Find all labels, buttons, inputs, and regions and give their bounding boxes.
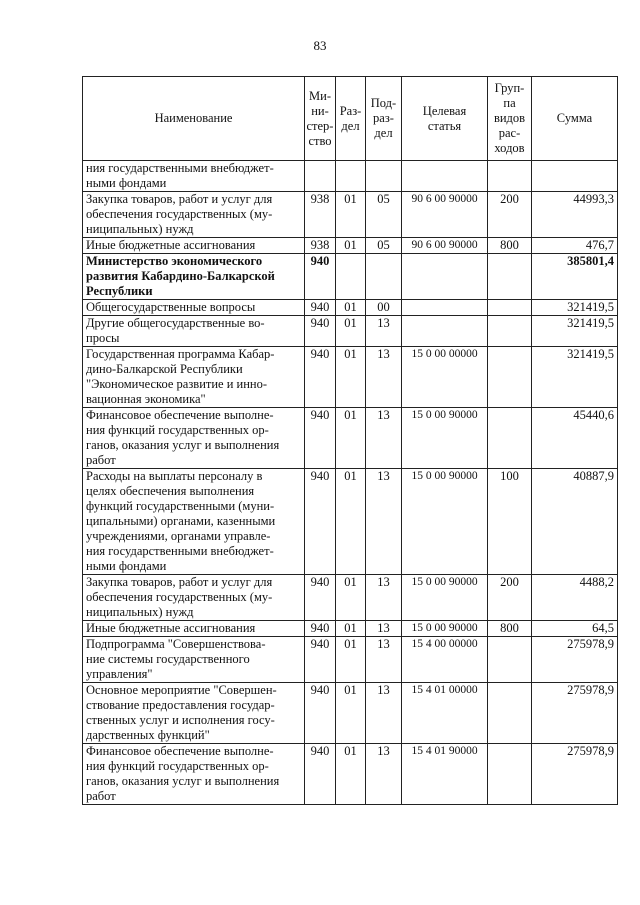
cell-group: 800: [488, 238, 532, 254]
cell-ministry: 940: [305, 469, 336, 575]
header-sum: Сумма: [532, 77, 618, 161]
cell-razdel: 01: [336, 469, 366, 575]
page-number: 83: [313, 38, 327, 53]
cell-sum: 275978,9: [532, 637, 618, 683]
cell-name: Закупка товаров, работ и услуг для обеспечения государственных (му- ниципальных) нужд: [83, 192, 305, 238]
cell-razdel: 01: [336, 192, 366, 238]
cell-podrazdel: 05: [366, 192, 402, 238]
table-row: [83, 637, 618, 683]
table-header: [83, 77, 618, 161]
table-row: [83, 469, 618, 575]
cell-ministry: 940: [305, 347, 336, 408]
table-row: [83, 254, 618, 300]
cell-ministry: 940: [305, 683, 336, 744]
table-row: [83, 621, 618, 637]
cell-group: [488, 316, 532, 347]
budget-table: [82, 76, 618, 805]
cell-name: Министерство экономического развития Кабардино-Балкарской Республики: [83, 254, 305, 300]
cell-ministry: 938: [305, 238, 336, 254]
cell-group: 200: [488, 575, 532, 621]
cell-podrazdel: 13: [366, 575, 402, 621]
header-target: Целевая статья: [402, 77, 488, 161]
cell-group: 100: [488, 469, 532, 575]
cell-razdel: 01: [336, 238, 366, 254]
cell-razdel: 01: [336, 347, 366, 408]
cell-podrazdel: 00: [366, 300, 402, 316]
cell-podrazdel: [366, 254, 402, 300]
table-row: [83, 347, 618, 408]
table-row: [83, 744, 618, 805]
cell-target: [402, 161, 488, 192]
cell-group: [488, 347, 532, 408]
cell-sum: 476,7: [532, 238, 618, 254]
cell-target: 15 4 01 00000: [402, 683, 488, 744]
cell-podrazdel: 13: [366, 347, 402, 408]
table-row: [83, 316, 618, 347]
cell-sum: 44993,3: [532, 192, 618, 238]
cell-group: [488, 683, 532, 744]
header-ministry: Ми- ни- стер- ство: [305, 77, 336, 161]
cell-target: 15 4 00 00000: [402, 637, 488, 683]
cell-group: [488, 300, 532, 316]
cell-razdel: [336, 254, 366, 300]
cell-podrazdel: [366, 161, 402, 192]
cell-target: 15 0 00 90000: [402, 621, 488, 637]
cell-podrazdel: 13: [366, 408, 402, 469]
cell-name: ния государственными внебюджет- ными фондами: [83, 161, 305, 192]
cell-target: [402, 254, 488, 300]
cell-podrazdel: 05: [366, 238, 402, 254]
cell-razdel: [336, 161, 366, 192]
cell-target: 90 6 00 90000: [402, 238, 488, 254]
cell-razdel: 01: [336, 408, 366, 469]
cell-name: Закупка товаров, работ и услуг для обеспечения государственных (му- ниципальных) нужд: [83, 575, 305, 621]
cell-name: Подпрограмма "Совершенствова- ние системы государственного управления": [83, 637, 305, 683]
cell-sum: 385801,4: [532, 254, 618, 300]
table-row: [83, 238, 618, 254]
cell-sum: 275978,9: [532, 683, 618, 744]
cell-razdel: 01: [336, 744, 366, 805]
cell-razdel: 01: [336, 621, 366, 637]
table-row: [83, 408, 618, 469]
cell-ministry: 940: [305, 621, 336, 637]
cell-name: Основное мероприятие "Совершен- ствование предоставления государ- ственных услуг и исполнения госу- дарственных функций": [83, 683, 305, 744]
cell-group: [488, 637, 532, 683]
cell-name: Общегосударственные вопросы: [83, 300, 305, 316]
cell-name: Иные бюджетные ассигнования: [83, 621, 305, 637]
cell-sum: 321419,5: [532, 316, 618, 347]
table-row: [83, 575, 618, 621]
cell-target: 15 4 01 90000: [402, 744, 488, 805]
cell-sum: 40887,9: [532, 469, 618, 575]
cell-ministry: 940: [305, 408, 336, 469]
cell-sum: 321419,5: [532, 300, 618, 316]
cell-podrazdel: 13: [366, 316, 402, 347]
cell-target: 15 0 00 90000: [402, 575, 488, 621]
header-group: Груп- па видов рас- ходов: [488, 77, 532, 161]
cell-ministry: 940: [305, 637, 336, 683]
cell-group: [488, 254, 532, 300]
cell-ministry: 938: [305, 192, 336, 238]
cell-group: [488, 744, 532, 805]
cell-podrazdel: 13: [366, 621, 402, 637]
cell-target: 15 0 00 90000: [402, 408, 488, 469]
cell-target: 90 6 00 90000: [402, 192, 488, 238]
cell-podrazdel: 13: [366, 744, 402, 805]
cell-ministry: [305, 161, 336, 192]
cell-sum: [532, 161, 618, 192]
header-razdel: Раз- дел: [336, 77, 366, 161]
table-row: [83, 161, 618, 192]
cell-podrazdel: 13: [366, 683, 402, 744]
header-podrazdel: Под- раз- дел: [366, 77, 402, 161]
cell-name: Финансовое обеспечение выполне- ния функций государственных ор- ганов, оказания услуг и выполнения работ: [83, 744, 305, 805]
cell-name: Другие общегосударственные во- просы: [83, 316, 305, 347]
cell-razdel: 01: [336, 637, 366, 683]
cell-razdel: 01: [336, 300, 366, 316]
cell-razdel: 01: [336, 575, 366, 621]
cell-target: [402, 316, 488, 347]
table-row: [83, 300, 618, 316]
table-row: [83, 683, 618, 744]
cell-group: 200: [488, 192, 532, 238]
cell-ministry: 940: [305, 316, 336, 347]
cell-target: [402, 300, 488, 316]
cell-sum: 4488,2: [532, 575, 618, 621]
cell-target: 15 0 00 00000: [402, 347, 488, 408]
cell-podrazdel: 13: [366, 469, 402, 575]
table-row: [83, 192, 618, 238]
cell-ministry: 940: [305, 300, 336, 316]
cell-sum: 64,5: [532, 621, 618, 637]
cell-name: Расходы на выплаты персоналу в целях обеспечения выполнения функций государственными (муни- ципальными) органами, казенными учреждениями, органами управле- ния государственными внебюджет- ными фондами: [83, 469, 305, 575]
table-body: [83, 161, 618, 805]
cell-ministry: 940: [305, 744, 336, 805]
cell-razdel: 01: [336, 683, 366, 744]
cell-target: 15 0 00 90000: [402, 469, 488, 575]
cell-name: Государственная программа Кабар- дино-Балкарской Республики "Экономическое развитие и инно- вационная экономика": [83, 347, 305, 408]
cell-ministry: 940: [305, 575, 336, 621]
cell-sum: 45440,6: [532, 408, 618, 469]
cell-sum: 275978,9: [532, 744, 618, 805]
cell-ministry: 940: [305, 254, 336, 300]
cell-podrazdel: 13: [366, 637, 402, 683]
cell-name: Финансовое обеспечение выполне- ния функций государственных ор- ганов, оказания услуг и выполнения работ: [83, 408, 305, 469]
cell-name: Иные бюджетные ассигнования: [83, 238, 305, 254]
cell-group: [488, 161, 532, 192]
cell-group: 800: [488, 621, 532, 637]
cell-group: [488, 408, 532, 469]
header-name: Наименование: [83, 77, 305, 161]
cell-razdel: 01: [336, 316, 366, 347]
cell-sum: 321419,5: [532, 347, 618, 408]
